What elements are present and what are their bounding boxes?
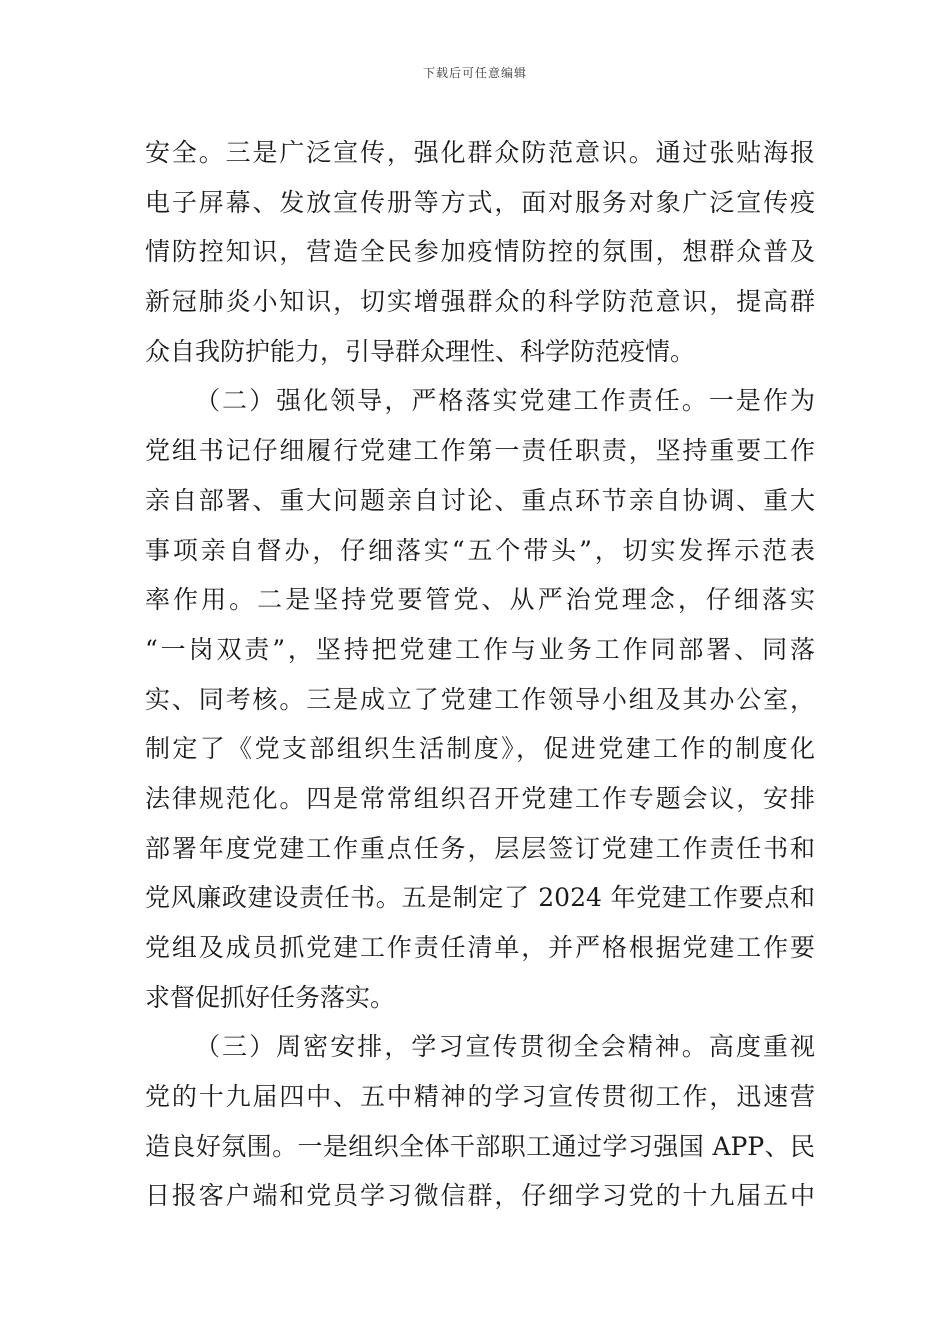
text-line: 电子屏幕、发放宣传册等方式，面对服务对象广泛宣传疫 xyxy=(145,187,815,217)
text-line: 部署年度党建工作重点任务，层层签订党建工作责任书和 xyxy=(145,833,815,863)
text-line: 安全。三是广泛宣传，强化群众防范意识。通过张贴海报 xyxy=(145,138,815,167)
text-line: 党的十九届四中、五中精神的学习宣传贯彻工作，迅速营 xyxy=(145,1082,815,1112)
text-line: 法律规范化。四是常常组织召开党建工作专题会议，安排 xyxy=(145,783,815,813)
page-header: 下载后可任意编辑 xyxy=(422,66,527,80)
text-line: 新冠肺炎小知识，切实增强群众的科学防范意识，提高群 xyxy=(145,287,815,317)
text-line: 实、同考核。三是成立了党建工作领导小组及其办公室， xyxy=(145,684,815,714)
text-line: （三）周密安排，学习宣传贯彻全会精神。高度重视 xyxy=(195,1032,815,1062)
text-line: （二）强化领导，严格落实党建工作责任。一是作为 xyxy=(195,386,815,416)
text-line: 率作用。二是坚持党要管党、从严治党理念，仔细落实 xyxy=(145,585,815,615)
text-line: 制定了《党支部组织生活制度》，促进党建工作的制度化 xyxy=(145,734,815,764)
document-body xyxy=(145,128,815,1221)
text-line: “一岗双责”，坚持把党建工作与业务工作同部署、同落 xyxy=(145,634,815,664)
text-line: 造良好氛围。一是组织全体干部职工通过学习强国 APP、民 xyxy=(145,1131,815,1161)
text-line: 众自我防护能力，引导群众理性、科学防范疫情。 xyxy=(145,336,696,366)
text-line: 事项亲自督办，仔细落实“五个带头”，切实发挥示范表 xyxy=(145,535,815,565)
text-line: 党组书记仔细履行党建工作第一责任职责，坚持重要工作 xyxy=(145,436,815,466)
text-line: 求督促抓好任务落实。 xyxy=(145,982,396,1012)
text-line: 亲自部署、重大问题亲自讨论、重点环节亲自协调、重大 xyxy=(145,485,815,515)
text-line: 日报客户端和党员学习微信群，仔细学习党的十九届五中 xyxy=(145,1181,815,1211)
text-line: 党组及成员抓党建工作责任清单，并严格根据党建工作要 xyxy=(145,933,815,962)
text-line: 党风廉政建设责任书。五是制定了 2024 年党建工作要点和 xyxy=(145,883,815,913)
text-line: 情防控知识，营造全民参加疫情防控的氛围，想群众普及 xyxy=(145,237,815,267)
